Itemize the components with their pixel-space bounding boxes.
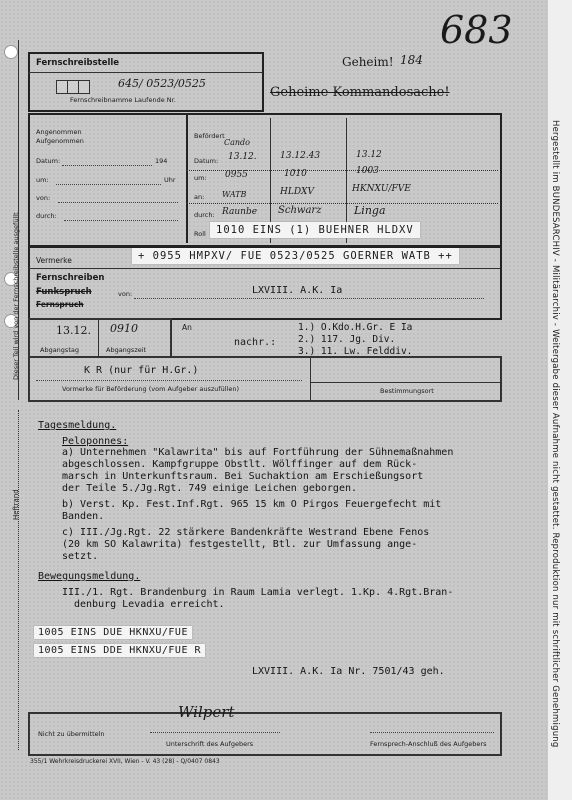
telex-number-caption: Fernschreibnamme Laufende Nr. [70,96,176,104]
dispatch-date: 13.12. [56,324,91,337]
received-by-label: durch: [36,212,57,220]
tear-off-note: Dieser Teil wird von der Fernschreibstelle ausgefüllt [12,212,20,380]
bestimmungsort-label: Bestimmungsort [380,387,434,395]
region-label: Peloponnes: [62,436,129,447]
fernspruch-label: Fernspruch [36,300,84,309]
punch-hole [4,45,18,59]
teleprinter-strip-1: 1010 EINS (1) BUEHNER HLDXV [210,222,420,238]
report-line: Banden. [62,511,105,522]
dispatch-time: 0910 [110,322,138,335]
archive-stamp: Hergestellt im BUNDESARCHIV - Militärarchiv - Weitergabe dieser Aufnahme nicht gestattet. Reproduktion nur mit schriftlicher Genehmigung [550,120,560,748]
abgangstag-label: Abgangstag [40,346,79,354]
nicht-label: Nicht zu übermitteln [38,730,105,738]
funkspruch-label: Funkspruch [36,287,92,297]
fernschreiben-label: Fernschreiben [36,273,105,283]
message-box [28,246,502,320]
telex-number: 645/ 0523/0525 [118,77,206,90]
secret-label: Geheim! [342,55,394,69]
kr-caption: Vormerke für Beförderung (vom Aufgeber auszufüllen) [62,385,240,393]
teleprinter-strip-2: + 0955 HMPXV/ FUE 0523/0525 GOERNER WATB ++ [132,248,459,264]
teleprinter-strip-3b: 1005 EINS DDE HKNXU/FUE R [34,644,205,657]
form-title: Fernschreibstelle [36,58,120,68]
forwarded-roll-label: Roll [194,230,206,238]
received-from-label: von: [36,194,51,202]
received-time-label: um: [36,176,49,184]
received-year: 194 [155,157,168,165]
report-line: setzt. [62,551,99,562]
forwarded-title: Befördert [194,132,225,140]
report-line: b) Verst. Kp. Fest.Inf.Rgt. 965 15 km O Pirgos Feuergefecht mit [62,499,442,510]
received-date-label: Datum: [36,157,61,165]
report-line: marsch in Unterkunftsraum. Bei Suchaktion am Erschießungsort [62,471,424,482]
col1-to: WATB [222,190,247,199]
nachr-label: nachr.: [234,337,277,348]
col2-to: HLDXV [280,187,314,197]
col1-top: Cando [224,138,250,147]
recipient-2: 2.) 117. Jg. Div. [298,334,396,345]
col2-by: Schwarz [278,205,322,216]
col1-date: 13.12. [228,152,257,162]
movement-line: denburg Levadia erreicht. [74,599,225,610]
signature: Wilpert [178,703,235,721]
forwarded-to-label: an: [194,193,205,201]
recipient-1: 1.) O.Kdo.H.Gr. E Ia [298,322,413,333]
forwarded-by-label: durch: [194,211,215,219]
received-uhr: Uhr [164,176,176,184]
phone-caption: Fernsprech-Anschluß des Aufgebers [370,740,487,748]
abgangszeit-label: Abgangszeit [106,346,147,354]
report-line: (20 km SO Kalawrita) festgestellt, Btl. zur Umfassung ange- [62,539,418,550]
heading-bewegungsmeldung: Bewegungsmeldung. [38,571,141,582]
recipient-3: 3.) 11. Lw. Felddiv. [298,346,413,357]
col2-time: 1010 [284,169,307,179]
report-line: a) Unternehmen "Kalawrita" bis auf Fortführung der Sühnemaßnahmen [62,447,454,458]
report-line: abgeschlossen. Kampfgruppe Obstlt. Wölffinger auf dem Rück- [62,459,418,470]
teleprinter-strip-3a: 1005 EINS DUE HKNXU/FUE [34,626,192,639]
heftrand-label: Heftrand [12,489,20,520]
an-label: An [182,323,192,332]
signature-line: LXVIII. A.K. Ia Nr. 7501/43 geh. [252,666,445,677]
forwarded-time-label: um: [194,174,207,182]
col1-time: 0955 [225,170,248,180]
received-title2: Aufgenommen [36,137,84,145]
movement-line: III./1. Rgt. Brandenburg in Raum Lamia verlegt. 1.Kp. 4.Rgt.Bran- [62,587,454,598]
heading-tagesmeldung: Tagesmeldung. [38,420,117,431]
col3-to: HKNXU/FVE [352,184,411,194]
print-line: 355/1 Wehrkreisdruckerei XVII, Wien - V. 43 (28) - Q/0407 0843 [30,758,220,765]
report-line: der Teile 5./Jg.Rgt. 749 einige Leichen geborgen. [62,483,358,494]
sender: LXVIII. A.K. Ia [252,285,343,296]
kr-label: K R (nur für H.Gr.) [84,365,199,376]
col3-by: Linga [354,204,386,217]
secret-note: 184 [400,53,423,67]
col3-date: 13.12 [356,150,382,160]
vermerke-label: Vermerke [36,256,72,265]
file-number: 683 [440,8,513,52]
col2-date: 13.12.43 [280,151,321,161]
kr-box [28,356,502,402]
received-title1: Angenommen [36,128,82,136]
report-line: c) III./Jg.Rgt. 22 stärkere Bandenkräfte Westrand Ebene Fenos [62,527,430,538]
col3-time: 1003 [356,166,379,176]
signature-caption: Unterschrift des Aufgebers [166,740,254,748]
von-label: von: [118,290,133,298]
col1-by: Raunbe [222,207,258,217]
forwarded-date-label: Datum: [194,157,219,165]
classification-struck: Geheime Kommandosache! [270,85,450,100]
